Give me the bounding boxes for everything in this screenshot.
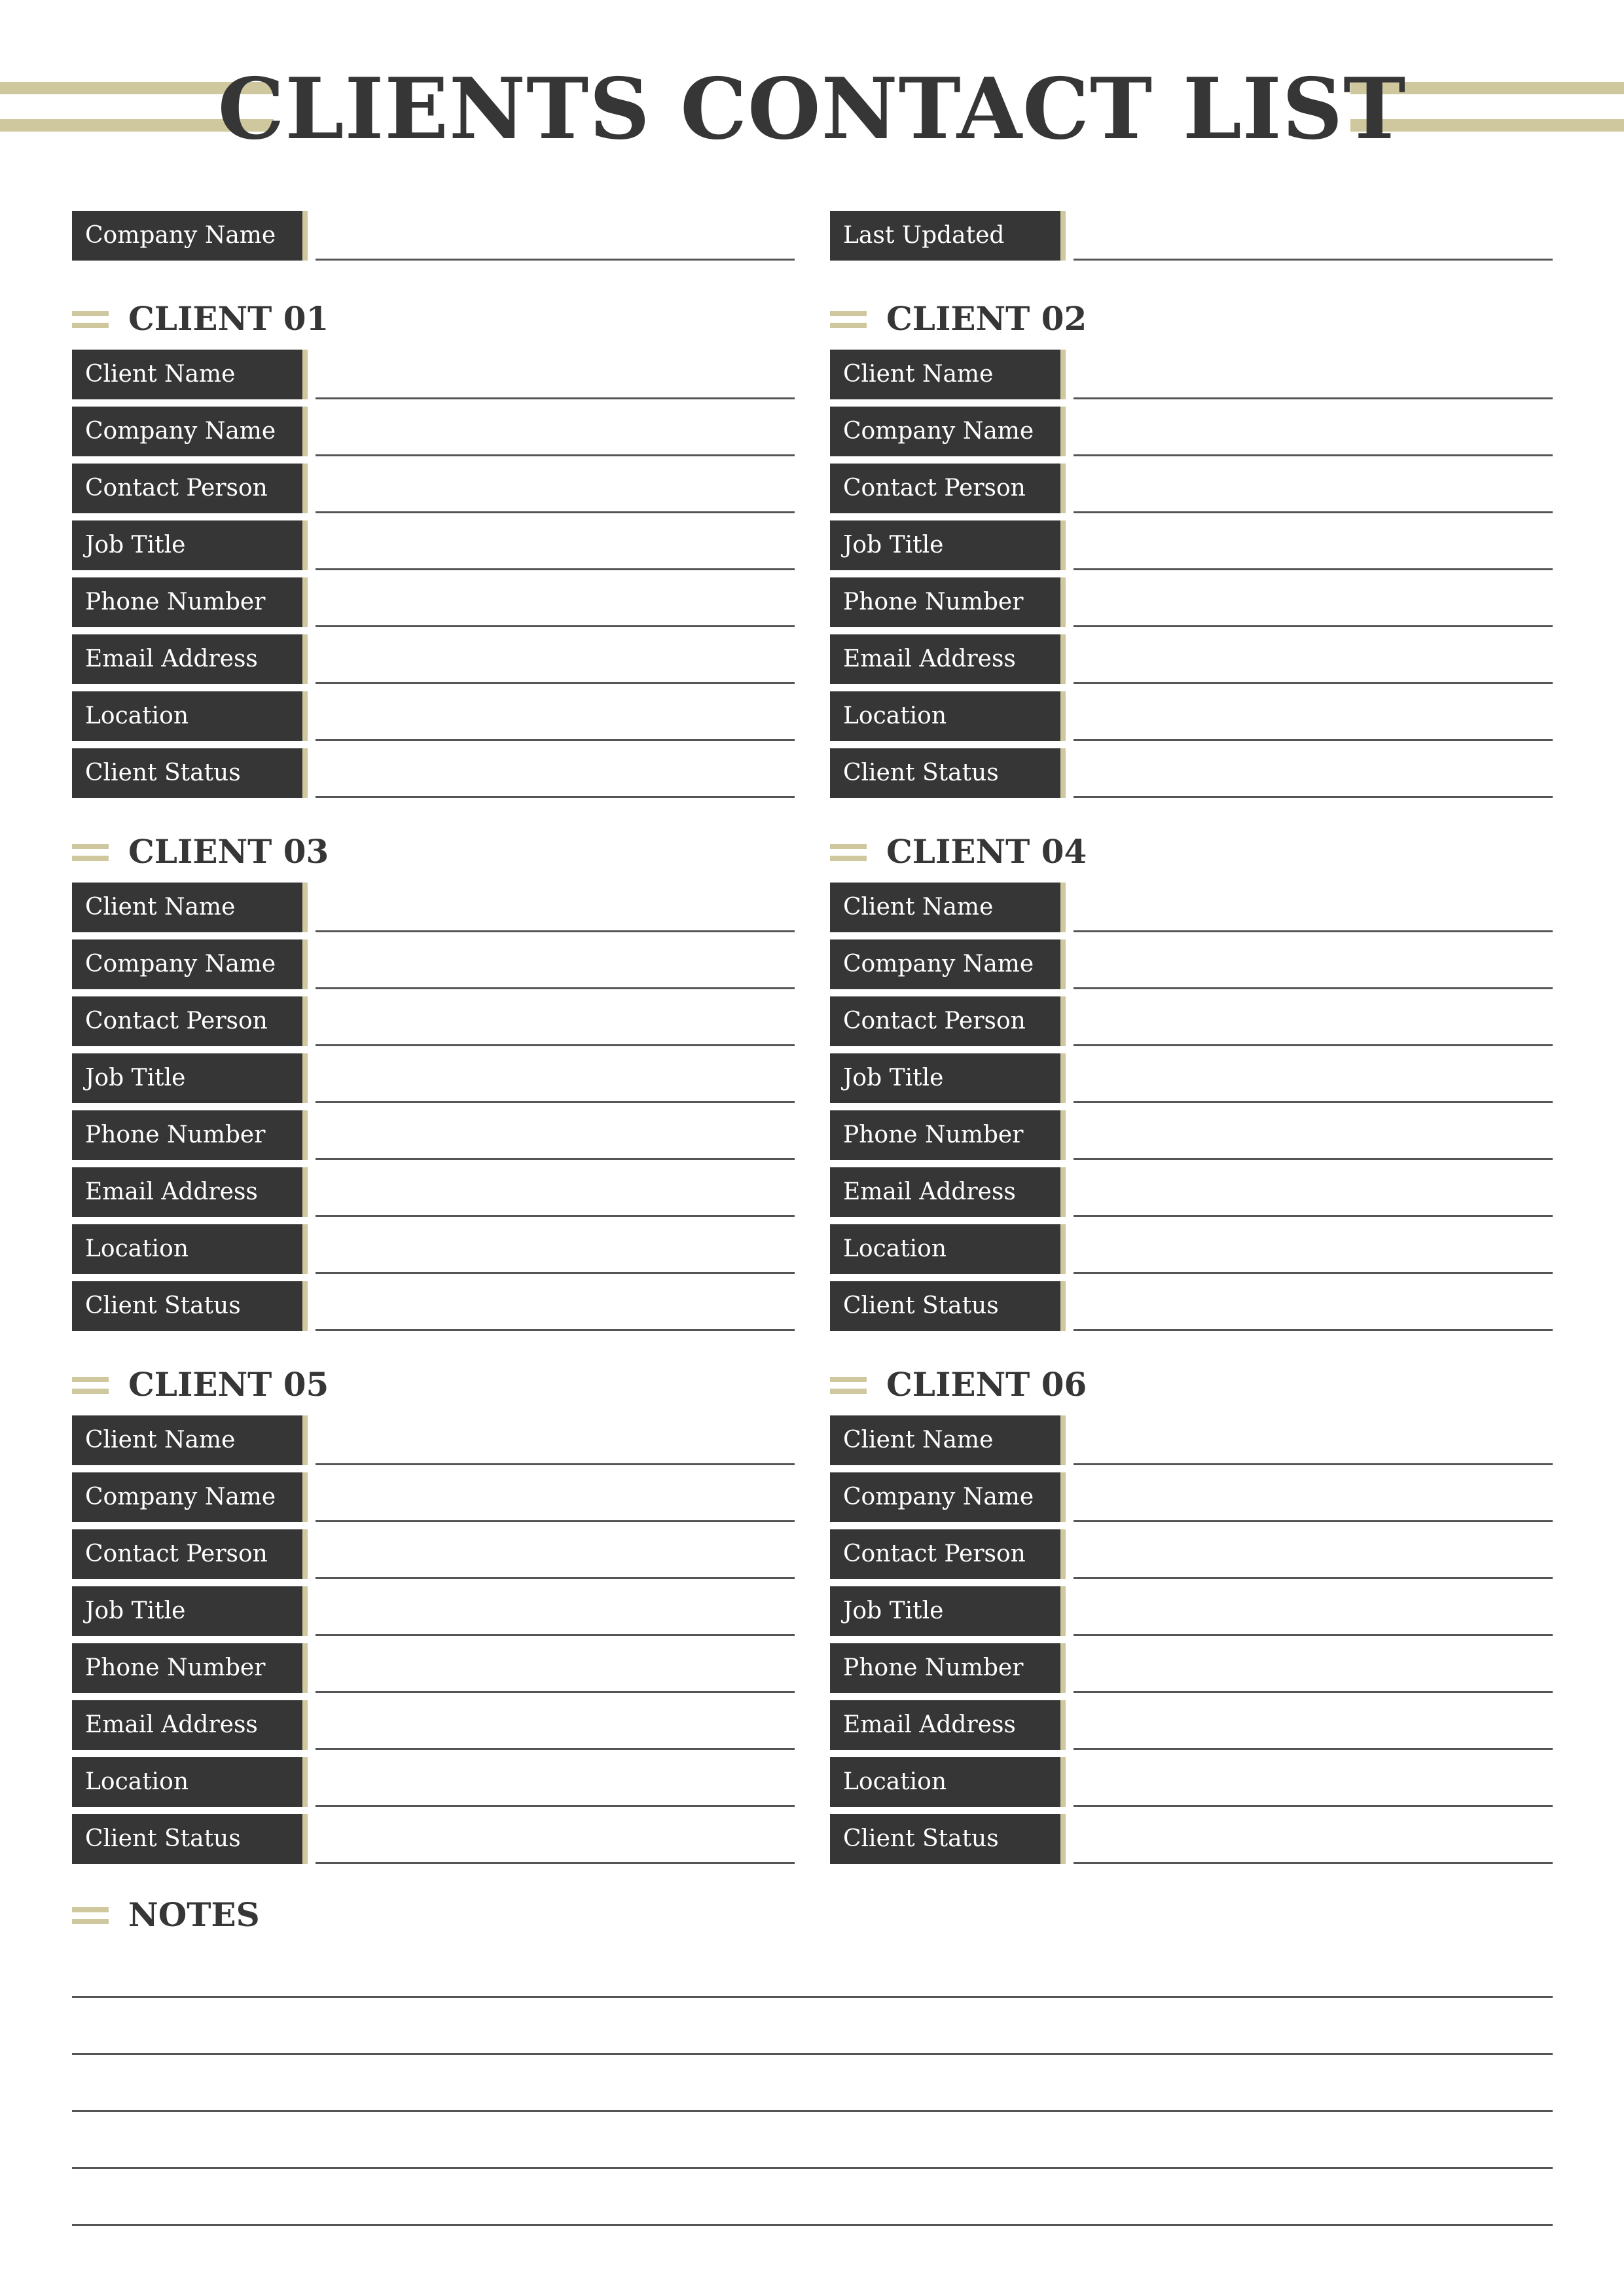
- field-accent: [302, 1757, 308, 1807]
- header-field-last-updated: [830, 211, 1553, 261]
- client-heading: [72, 1362, 465, 1408]
- field-label: Location: [72, 1224, 302, 1274]
- field-label: Location: [72, 691, 302, 741]
- client-field-row: [72, 1814, 795, 1864]
- field-label: Contact Person: [72, 1529, 302, 1579]
- notes-line[interactable]: [72, 2110, 1553, 2112]
- client-field-row: [830, 1700, 1553, 1750]
- client-field-row: [72, 1586, 795, 1636]
- field-input-line[interactable]: [1074, 397, 1553, 399]
- company-name-input-line[interactable]: [316, 259, 795, 261]
- client-field-row: [830, 691, 1553, 741]
- field-accent: [302, 1700, 308, 1750]
- field-input-line[interactable]: [316, 1691, 795, 1693]
- client-field-row: [830, 1281, 1553, 1331]
- client-field-row: [830, 634, 1553, 684]
- client-field-row: [72, 1281, 795, 1331]
- field-accent: [1060, 883, 1066, 932]
- field-accent: [302, 1529, 308, 1579]
- heading-bar-icon: [72, 1892, 109, 1938]
- field-accent: [302, 1110, 308, 1160]
- client-heading-text: CLIENT 03: [128, 832, 329, 871]
- client-field-row: [72, 691, 795, 741]
- field-label: Job Title: [830, 1586, 1060, 1636]
- client-field-row: [830, 407, 1553, 456]
- client-field-row: [830, 1110, 1553, 1160]
- field-label: Company Name: [830, 1472, 1060, 1522]
- field-label: Company Name: [830, 407, 1060, 456]
- field-accent: [1060, 1529, 1066, 1579]
- field-input-line[interactable]: [1074, 682, 1553, 684]
- field-accent: [1060, 634, 1066, 684]
- field-label: Email Address: [830, 1167, 1060, 1217]
- field-label: Phone Number: [830, 1643, 1060, 1693]
- client-field-row: [830, 1757, 1553, 1807]
- client-field-row: [72, 996, 795, 1046]
- field-input-line[interactable]: [316, 454, 795, 456]
- field-input-line[interactable]: [316, 930, 795, 932]
- client-field-row: [72, 1700, 795, 1750]
- client-field-row: [72, 1053, 795, 1103]
- field-accent: [1060, 1814, 1066, 1864]
- client-field-row: [830, 520, 1553, 570]
- field-input-line[interactable]: [316, 1044, 795, 1046]
- field-accent: [302, 211, 308, 261]
- field-label: Client Name: [830, 1415, 1060, 1465]
- notes-line[interactable]: [72, 1996, 1553, 1998]
- header-field-company-name: [72, 211, 795, 261]
- field-input-line[interactable]: [1074, 1044, 1553, 1046]
- field-input-line[interactable]: [1074, 1272, 1553, 1274]
- field-label: Phone Number: [72, 1110, 302, 1160]
- field-accent: [302, 1415, 308, 1465]
- field-accent: [1060, 1415, 1066, 1465]
- field-input-line[interactable]: [1074, 1691, 1553, 1693]
- field-accent: [1060, 1757, 1066, 1807]
- field-accent: [302, 1281, 308, 1331]
- field-accent: [302, 1586, 308, 1636]
- notes-line[interactable]: [72, 2167, 1553, 2169]
- field-label: Contact Person: [830, 996, 1060, 1046]
- client-field-row: [830, 1053, 1553, 1103]
- client-field-row: [72, 350, 795, 399]
- field-label: Phone Number: [830, 577, 1060, 627]
- client-field-row: [72, 883, 795, 932]
- field-label: Client Name: [72, 350, 302, 399]
- client-field-row: [830, 1167, 1553, 1217]
- field-accent: [302, 883, 308, 932]
- field-label: Contact Person: [830, 1529, 1060, 1579]
- field-input-line[interactable]: [1074, 1577, 1553, 1579]
- field-label: Client Name: [830, 883, 1060, 932]
- field-accent: [1060, 464, 1066, 513]
- client-field-row: [830, 1472, 1553, 1522]
- client-field-row: [830, 464, 1553, 513]
- field-accent: [302, 1814, 308, 1864]
- title-band: [0, 60, 1624, 158]
- field-input-line[interactable]: [316, 1862, 795, 1864]
- field-accent: [1060, 1167, 1066, 1217]
- field-accent: [1060, 1224, 1066, 1274]
- field-label: Email Address: [72, 1167, 302, 1217]
- client-field-row: [72, 407, 795, 456]
- field-input-line[interactable]: [316, 1215, 795, 1217]
- field-input-line[interactable]: [1074, 1463, 1553, 1465]
- field-accent: [302, 939, 308, 989]
- page-title: CLIENTS CONTACT LIST: [217, 60, 1407, 158]
- field-label: Phone Number: [72, 1643, 302, 1693]
- field-accent: [1060, 350, 1066, 399]
- field-accent: [302, 634, 308, 684]
- field-input-line[interactable]: [1074, 1862, 1553, 1864]
- field-accent: [302, 407, 308, 456]
- client-field-row: [830, 1224, 1553, 1274]
- field-accent: [1060, 1281, 1066, 1331]
- field-label: Job Title: [72, 1586, 302, 1636]
- field-label: Job Title: [830, 520, 1060, 570]
- field-input-line[interactable]: [316, 987, 795, 989]
- client-field-row: [830, 1814, 1553, 1864]
- client-field-row: [72, 1529, 795, 1579]
- field-label: Client Status: [72, 1281, 302, 1331]
- field-label: Company Name: [72, 407, 302, 456]
- client-field-row: [830, 748, 1553, 798]
- field-input-line[interactable]: [316, 568, 795, 570]
- client-field-row: [72, 577, 795, 627]
- field-input-line[interactable]: [1074, 1329, 1553, 1331]
- client-field-row: [830, 883, 1553, 932]
- field-accent: [1060, 577, 1066, 627]
- field-input-line[interactable]: [1074, 987, 1553, 989]
- field-label: Client Status: [830, 1814, 1060, 1864]
- field-input-line[interactable]: [1074, 1805, 1553, 1807]
- client-heading-text: CLIENT 02: [886, 299, 1087, 338]
- heading-bar-icon: [830, 829, 867, 875]
- field-accent: [1060, 996, 1066, 1046]
- field-label: Location: [72, 1757, 302, 1807]
- field-accent: [302, 520, 308, 570]
- field-label: Last Updated: [830, 211, 1060, 261]
- field-label: Company Name: [72, 939, 302, 989]
- client-field-row: [72, 1643, 795, 1693]
- client-field-row: [72, 1224, 795, 1274]
- heading-bar-icon: [72, 1362, 109, 1408]
- field-label: Location: [830, 691, 1060, 741]
- field-accent: [302, 350, 308, 399]
- notes-line[interactable]: [72, 2053, 1553, 2055]
- notes-heading-text: NOTES: [128, 1895, 260, 1934]
- client-field-row: [830, 350, 1553, 399]
- field-input-line[interactable]: [1074, 568, 1553, 570]
- field-input-line[interactable]: [316, 1272, 795, 1274]
- field-input-line[interactable]: [1074, 1215, 1553, 1217]
- field-label: Contact Person: [72, 996, 302, 1046]
- field-label: Client Status: [72, 748, 302, 798]
- field-accent: [1060, 1472, 1066, 1522]
- client-heading-text: CLIENT 01: [128, 299, 329, 338]
- field-input-line[interactable]: [1074, 1101, 1553, 1103]
- field-accent: [302, 1167, 308, 1217]
- client-field-row: [72, 748, 795, 798]
- client-field-row: [830, 1643, 1553, 1693]
- client-field-row: [72, 634, 795, 684]
- notes-line[interactable]: [72, 2224, 1553, 2226]
- field-accent: [1060, 520, 1066, 570]
- last-updated-input-line[interactable]: [1074, 259, 1553, 261]
- field-input-line[interactable]: [316, 1158, 795, 1160]
- field-label: Client Name: [830, 350, 1060, 399]
- notes-heading: [72, 1892, 465, 1938]
- field-accent: [302, 691, 308, 741]
- client-field-row: [72, 1167, 795, 1217]
- field-label: Email Address: [72, 1700, 302, 1750]
- field-input-line[interactable]: [316, 625, 795, 627]
- field-input-line[interactable]: [316, 796, 795, 798]
- field-input-line[interactable]: [316, 1463, 795, 1465]
- field-input-line[interactable]: [1074, 454, 1553, 456]
- field-input-line[interactable]: [1074, 1634, 1553, 1636]
- field-label: Phone Number: [72, 577, 302, 627]
- field-label: Company Name: [72, 1472, 302, 1522]
- field-input-line[interactable]: [316, 1577, 795, 1579]
- client-field-row: [72, 1472, 795, 1522]
- field-accent: [302, 1643, 308, 1693]
- field-input-line[interactable]: [316, 511, 795, 513]
- field-input-line[interactable]: [1074, 1158, 1553, 1160]
- field-label: Client Status: [830, 1281, 1060, 1331]
- field-accent: [302, 748, 308, 798]
- field-input-line[interactable]: [316, 1101, 795, 1103]
- client-heading: [72, 829, 465, 875]
- field-label: Company Name: [72, 211, 302, 261]
- field-label: Job Title: [72, 520, 302, 570]
- client-heading: [830, 829, 1223, 875]
- client-field-row: [72, 939, 795, 989]
- field-input-line[interactable]: [316, 1805, 795, 1807]
- heading-bar-icon: [72, 829, 109, 875]
- field-label: Job Title: [830, 1053, 1060, 1103]
- field-label: Contact Person: [72, 464, 302, 513]
- field-accent: [302, 1224, 308, 1274]
- field-label: Client Status: [830, 748, 1060, 798]
- field-label: Job Title: [72, 1053, 302, 1103]
- client-field-row: [72, 1110, 795, 1160]
- field-input-line[interactable]: [316, 682, 795, 684]
- field-accent: [1060, 691, 1066, 741]
- client-heading-text: CLIENT 06: [886, 1365, 1087, 1404]
- client-field-row: [830, 1529, 1553, 1579]
- client-heading: [830, 296, 1223, 342]
- field-accent: [302, 1472, 308, 1522]
- field-input-line[interactable]: [1074, 625, 1553, 627]
- field-input-line[interactable]: [1074, 1520, 1553, 1522]
- field-accent: [1060, 1700, 1066, 1750]
- field-label: Phone Number: [830, 1110, 1060, 1160]
- field-accent: [302, 1053, 308, 1103]
- field-input-line[interactable]: [316, 1748, 795, 1750]
- client-field-row: [72, 520, 795, 570]
- field-accent: [302, 996, 308, 1046]
- field-label: Email Address: [830, 634, 1060, 684]
- field-accent: [1060, 211, 1066, 261]
- client-field-row: [830, 939, 1553, 989]
- field-input-line[interactable]: [1074, 1748, 1553, 1750]
- client-field-row: [830, 1586, 1553, 1636]
- field-input-line[interactable]: [1074, 796, 1553, 798]
- field-accent: [302, 464, 308, 513]
- client-heading-text: CLIENT 04: [886, 832, 1087, 871]
- client-field-row: [72, 464, 795, 513]
- client-field-row: [830, 577, 1553, 627]
- field-input-line[interactable]: [1074, 739, 1553, 741]
- field-accent: [1060, 1110, 1066, 1160]
- client-field-row: [72, 1757, 795, 1807]
- field-input-line[interactable]: [316, 1634, 795, 1636]
- client-heading: [72, 296, 465, 342]
- field-accent: [1060, 1586, 1066, 1636]
- field-label: Location: [830, 1224, 1060, 1274]
- field-label: Client Status: [72, 1814, 302, 1864]
- field-accent: [1060, 939, 1066, 989]
- client-field-row: [830, 996, 1553, 1046]
- field-input-line[interactable]: [1074, 511, 1553, 513]
- field-accent: [1060, 748, 1066, 798]
- client-heading-text: CLIENT 05: [128, 1365, 329, 1404]
- field-input-line[interactable]: [316, 1520, 795, 1522]
- field-accent: [1060, 1643, 1066, 1693]
- field-input-line[interactable]: [316, 397, 795, 399]
- field-label: Email Address: [72, 634, 302, 684]
- field-input-line[interactable]: [316, 1329, 795, 1331]
- client-heading: [830, 1362, 1223, 1408]
- field-label: Company Name: [830, 939, 1060, 989]
- field-label: Client Name: [72, 883, 302, 932]
- field-label: Client Name: [72, 1415, 302, 1465]
- heading-bar-icon: [72, 296, 109, 342]
- field-input-line[interactable]: [1074, 930, 1553, 932]
- field-input-line[interactable]: [316, 739, 795, 741]
- heading-bar-icon: [830, 1362, 867, 1408]
- field-label: Location: [830, 1757, 1060, 1807]
- field-accent: [1060, 407, 1066, 456]
- field-accent: [302, 577, 308, 627]
- client-field-row: [72, 1415, 795, 1465]
- field-label: Contact Person: [830, 464, 1060, 513]
- client-field-row: [830, 1415, 1553, 1465]
- field-label: Email Address: [830, 1700, 1060, 1750]
- field-accent: [1060, 1053, 1066, 1103]
- heading-bar-icon: [830, 296, 867, 342]
